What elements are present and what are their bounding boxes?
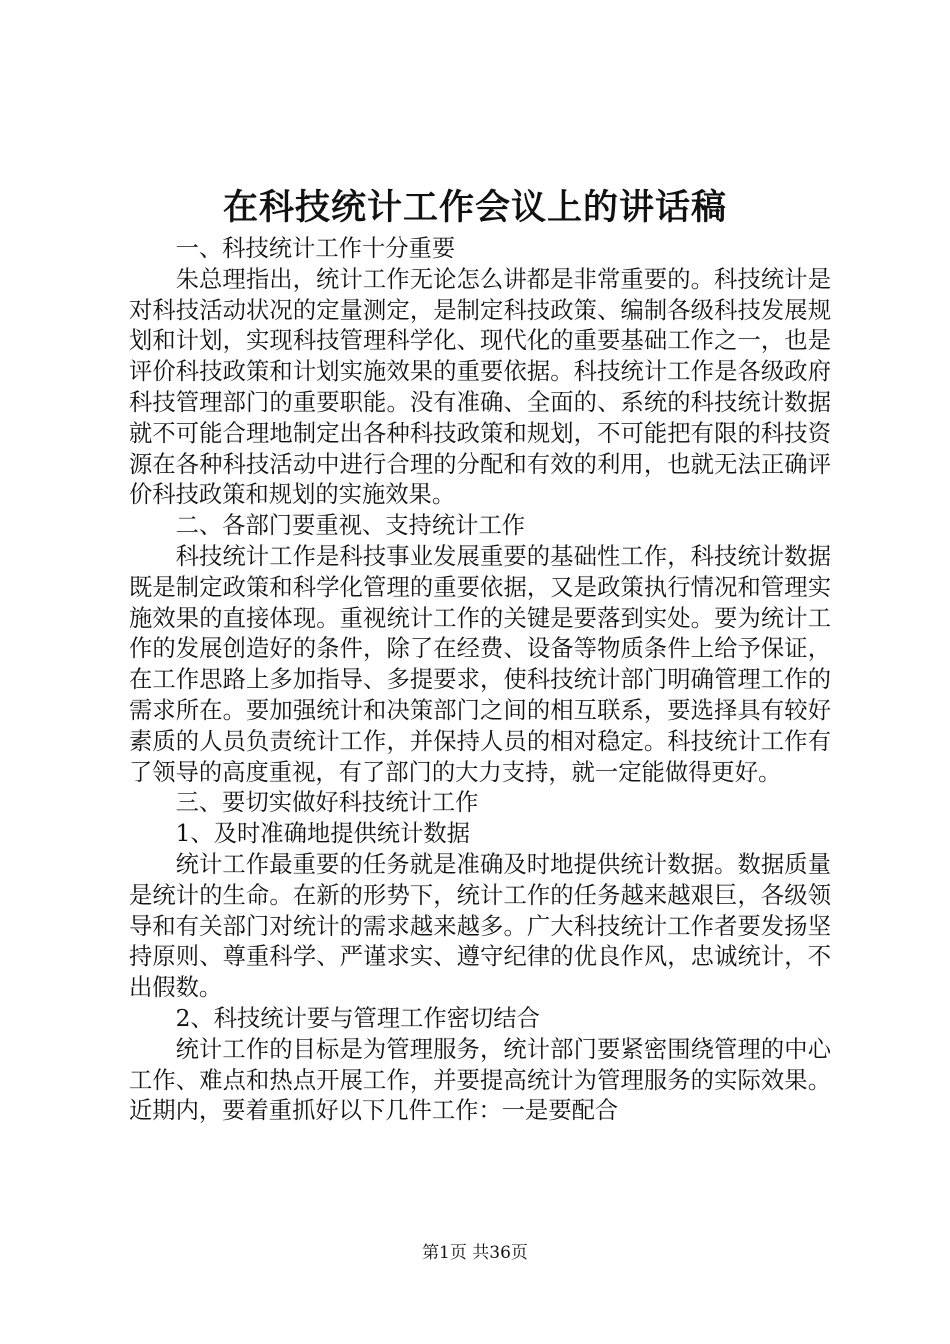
- paragraph-3: 统计工作最重要的任务就是准确及时地提供统计数据。数据质量是统计的生命。在新的形势下，统计工作的任务越来越艰巨，各级领导和有关部门对统计的需求越来越多。广大科技统计工作者要发扬坚持原则、尊重科学、严谨求实、遵守纪律的优良作风，忠诚统计，不出假数。: [129, 850, 831, 1002]
- section-heading-2: 二、各部门要重视、支持统计工作: [175, 512, 526, 540]
- paragraph-1: 朱总理指出，统计工作无论怎么讲都是非常重要的。科技统计是对科技活动状况的定量测定，是制定科技政策、编制各级科技发展规划和计划，实现科技管理科学化、现代化的重要基础工作之一，也是评价科技政策和计划实施效果的重要依据。科技统计工作是各级政府科技管理部门的重要职能。没有准确、全面的、系统的科技统计数据就不可能合理地制定出各种科技政策和规划，不可能把有限的科技资源在各种科技活动中进行合理的分配和有效的利用，也就无法正确评价科技政策和规划的实施效果。: [129, 265, 831, 509]
- page-number-footer: 第1页 共36页: [422, 1243, 528, 1263]
- document-body: [129, 234, 831, 1127]
- section-heading-1: 一、科技统计工作十分重要: [175, 235, 456, 262]
- paragraph-4: 统计工作的目标是为管理服务，统计部门要紧密围绕管理的中心工作、难点和热点开展工作，并要提高统计为管理服务的实际效果。近期内，要着重抓好以下几件工作：一是要配合: [129, 1035, 831, 1125]
- subsection-heading-1: 1、及时准确地提供统计数据: [175, 820, 470, 848]
- subsection-heading-2: 2、科技统计要与管理工作密切结合: [175, 1004, 540, 1032]
- document-title: 在科技统计工作会议上的讲话稿: [222, 187, 727, 228]
- section-heading-3: 三、要切实做好科技统计工作: [175, 789, 479, 817]
- paragraph-2: 科技统计工作是科技事业发展重要的基础性工作，科技统计数据既是制定政策和科学化管理的重要依据，又是政策执行情况和管理实施效果的直接体现。重视统计工作的关键是要落到实处。要为统计工作的发展创造好的条件，除了在经费、设备等物质条件上给予保证，在工作思路上多加指导、多提要求，使科技统计部门明确管理工作的需求所在。要加强统计和决策部门之间的相互联系，要选择具有较好素质的人员负责统计工作，并保持人员的相对稳定。科技统计工作有了领导的高度重视，有了部门的大力支持，就一定能做得更好。: [129, 542, 831, 786]
